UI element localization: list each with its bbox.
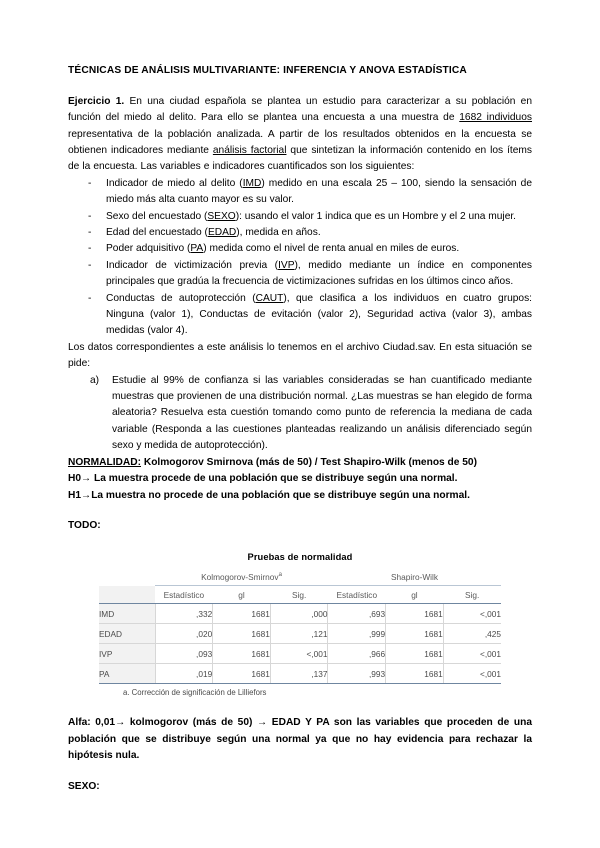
cell-sw-stat: ,966: [328, 644, 386, 664]
exercise-label: Ejercicio 1.: [68, 95, 125, 107]
table-row: [99, 644, 501, 664]
dash-marker: -: [88, 243, 92, 255]
cell-ks-gl: 1681: [213, 644, 271, 664]
table-group-header-row: [99, 568, 501, 586]
sub-header-sw-gl: gl: [386, 586, 444, 604]
variable-text-pre: Conductas de autoprotección (: [106, 292, 256, 304]
row-variable-label: IMD: [99, 604, 155, 624]
normality-label: NORMALIDAD:: [68, 456, 141, 468]
footnote-marker-a: a: [278, 572, 282, 579]
intro-technique: análisis factorial: [212, 144, 287, 156]
sexo-label: SEXO:: [68, 780, 100, 792]
dash-marker: -: [88, 227, 92, 239]
cell-sw-sig: <,001: [443, 644, 501, 664]
sub-header-ks-sig: Sig.: [270, 586, 328, 604]
normality-heading: [68, 455, 532, 471]
list-item: [68, 258, 532, 291]
group-header-kolmogorov-label: Kolmogorov-Smirnov: [201, 571, 279, 582]
dash-marker: -: [88, 292, 92, 304]
cell-ks-sig: ,121: [270, 624, 328, 644]
document-content: [68, 64, 532, 795]
cell-ks-gl: 1681: [213, 664, 271, 684]
variable-code: IVP: [278, 259, 295, 271]
cell-sw-gl: 1681: [386, 664, 444, 684]
table-caption: Pruebas de normalidad: [247, 552, 353, 563]
variable-code: IMD: [242, 177, 262, 189]
list-item: [68, 225, 532, 241]
intro-text-3: que sintetizan la información contenido en los ítems de la encuesta. Las variables e indicadores cuantificados son los siguientes:: [68, 144, 532, 173]
cell-sw-sig: <,001: [443, 664, 501, 684]
sub-header-sw-estadistico: Estadístico: [328, 586, 386, 604]
cell-ks-gl: 1681: [213, 604, 271, 624]
spss-output-block: [99, 552, 501, 697]
variable-text-post: ): usando el valor 1 indica que es un Hombre y el 2 una mujer.: [235, 210, 517, 222]
normality-text: Kolmogorov Smirnova (más de 50) / Test Shapiro-Wilk (menos de 50): [141, 456, 477, 468]
question-marker: a): [90, 374, 100, 386]
cell-ks-stat: ,020: [155, 624, 213, 644]
dash-marker: -: [88, 259, 92, 271]
variable-text-post: ), que clasifica a los individuos en cuatro grupos: Ninguna (valor 1), Conductas de evitación (valor 2), Seguridad activa (valor 3), ambas medidas (valor 4).: [106, 292, 533, 337]
cell-sw-stat: ,693: [328, 604, 386, 624]
dash-marker: -: [88, 177, 92, 189]
variable-text-pre: Sexo del encuestado (: [106, 210, 208, 222]
cell-ks-gl: 1681: [213, 624, 271, 644]
hypothesis-alternative: H1→La muestra no procede de una población que se distribuye según una normal.: [68, 489, 470, 501]
variable-code: EDAD: [207, 227, 237, 239]
todo-label: TODO:: [68, 519, 101, 531]
variable-code: CAUT: [255, 292, 284, 304]
cell-ks-stat: ,332: [155, 604, 213, 624]
sub-header-ks-gl: gl: [213, 586, 271, 604]
intro-text-1: En una ciudad española se plantea un estudio para caracterizar a su población en función del miedo al delito. Para ello se plantea una encuesta a una muestra de: [68, 95, 532, 124]
list-item: [68, 209, 532, 225]
variable-text-pre: Indicador de miedo al delito (: [106, 177, 243, 189]
group-header-kolmogorov: [155, 568, 328, 586]
question-text: Estudie al 99% de confianza si las variables consideradas se han cuantificado mediante muestras que provienen de una distribución normal. ¿Las muestras se han elegido de forma aleatoria? Resuelva esta cuestión tomando como punto de referencia la mediana de cada variable (Responda a las cuestiones planteadas realizando un análisis diferenciado según sexo y medida de autoprotección).: [112, 374, 532, 452]
sub-header-ks-estadistico: Estadístico: [155, 586, 213, 604]
cell-sw-sig: ,425: [443, 624, 501, 644]
normality-tests-table: [99, 568, 501, 684]
list-item: [68, 241, 532, 257]
cell-sw-gl: 1681: [386, 624, 444, 644]
data-source-paragraph: Los datos correspondientes a este análisis lo tenemos en el archivo Ciudad.sav. En esta situación se pide:: [68, 341, 532, 370]
table-sub-header-row: [99, 586, 501, 604]
cell-ks-stat: ,019: [155, 664, 213, 684]
sub-header-sw-sig: Sig.: [443, 586, 501, 604]
intro-sample-size: 1682 individuos: [459, 112, 532, 124]
cell-ks-sig: ,000: [270, 604, 328, 624]
conclusion-paragraph: Alfa: 0,01→ kolmogorov (más de 50) → EDAD Y PA son las variables que proceden de una población que se distribuye según una normal ya que no hay evidencia para rechazar la hipótesis nula.: [68, 717, 532, 762]
list-item: [68, 291, 532, 340]
variable-text-post: ), medida en años.: [236, 227, 321, 239]
variable-text-pre: Indicador de victimización previa (: [106, 259, 279, 271]
dash-marker: -: [88, 210, 92, 222]
table-row: [99, 604, 501, 624]
questions-list: [68, 373, 532, 455]
table-row: [99, 624, 501, 644]
variables-list: [68, 176, 532, 340]
cell-ks-sig: ,137: [270, 664, 328, 684]
table-row: [99, 664, 501, 684]
page-title: TÉCNICAS DE ANÁLISIS MULTIVARIANTE: INFERENCIA Y ANOVA ESTADÍSTICA: [68, 65, 467, 76]
list-item: [68, 176, 532, 209]
intro-paragraph: [68, 94, 532, 176]
cell-sw-gl: 1681: [386, 604, 444, 624]
hypothesis-null: H0→ La muestra procede de una población que se distribuye según una normal.: [68, 473, 458, 485]
cell-ks-sig: <,001: [270, 644, 328, 664]
row-variable-label: IVP: [99, 644, 155, 664]
list-item: [68, 373, 532, 455]
variable-text-pre: Edad del encuestado (: [106, 227, 208, 239]
cell-sw-stat: ,999: [328, 624, 386, 644]
cell-sw-gl: 1681: [386, 644, 444, 664]
row-variable-label: EDAD: [99, 624, 155, 644]
variable-code: PA: [190, 243, 204, 255]
variable-text-post: ) medida como el nivel de renta anual en miles de euros.: [203, 243, 460, 255]
cell-sw-sig: <,001: [443, 604, 501, 624]
table-footnote: a. Corrección de significación de Lilliefors: [123, 688, 267, 698]
cell-ks-stat: ,093: [155, 644, 213, 664]
variable-text-post: ), medido mediante un índice en componentes principales que gradúa la frecuencia de victimizaciones sufridas en los últimos cinco años.: [106, 259, 532, 288]
group-header-blank: [99, 568, 155, 586]
variable-text-pre: Poder adquisitivo (: [106, 243, 191, 255]
sub-header-variable: [99, 586, 155, 604]
intro-text-2: representativa de la población analizada. A partir de los resultados obtenidos en la encuesta se obtienen indicadores mediante: [68, 128, 532, 156]
cell-sw-stat: ,993: [328, 664, 386, 684]
variable-code: SEXO: [207, 210, 236, 222]
group-header-shapiro: Shapiro-Wilk: [328, 568, 501, 586]
variable-text-post: ) medido en una escala 25 – 100, siendo la sensación de miedo más alta cuanto mayor es su valor.: [106, 177, 532, 206]
row-variable-label: PA: [99, 664, 155, 684]
